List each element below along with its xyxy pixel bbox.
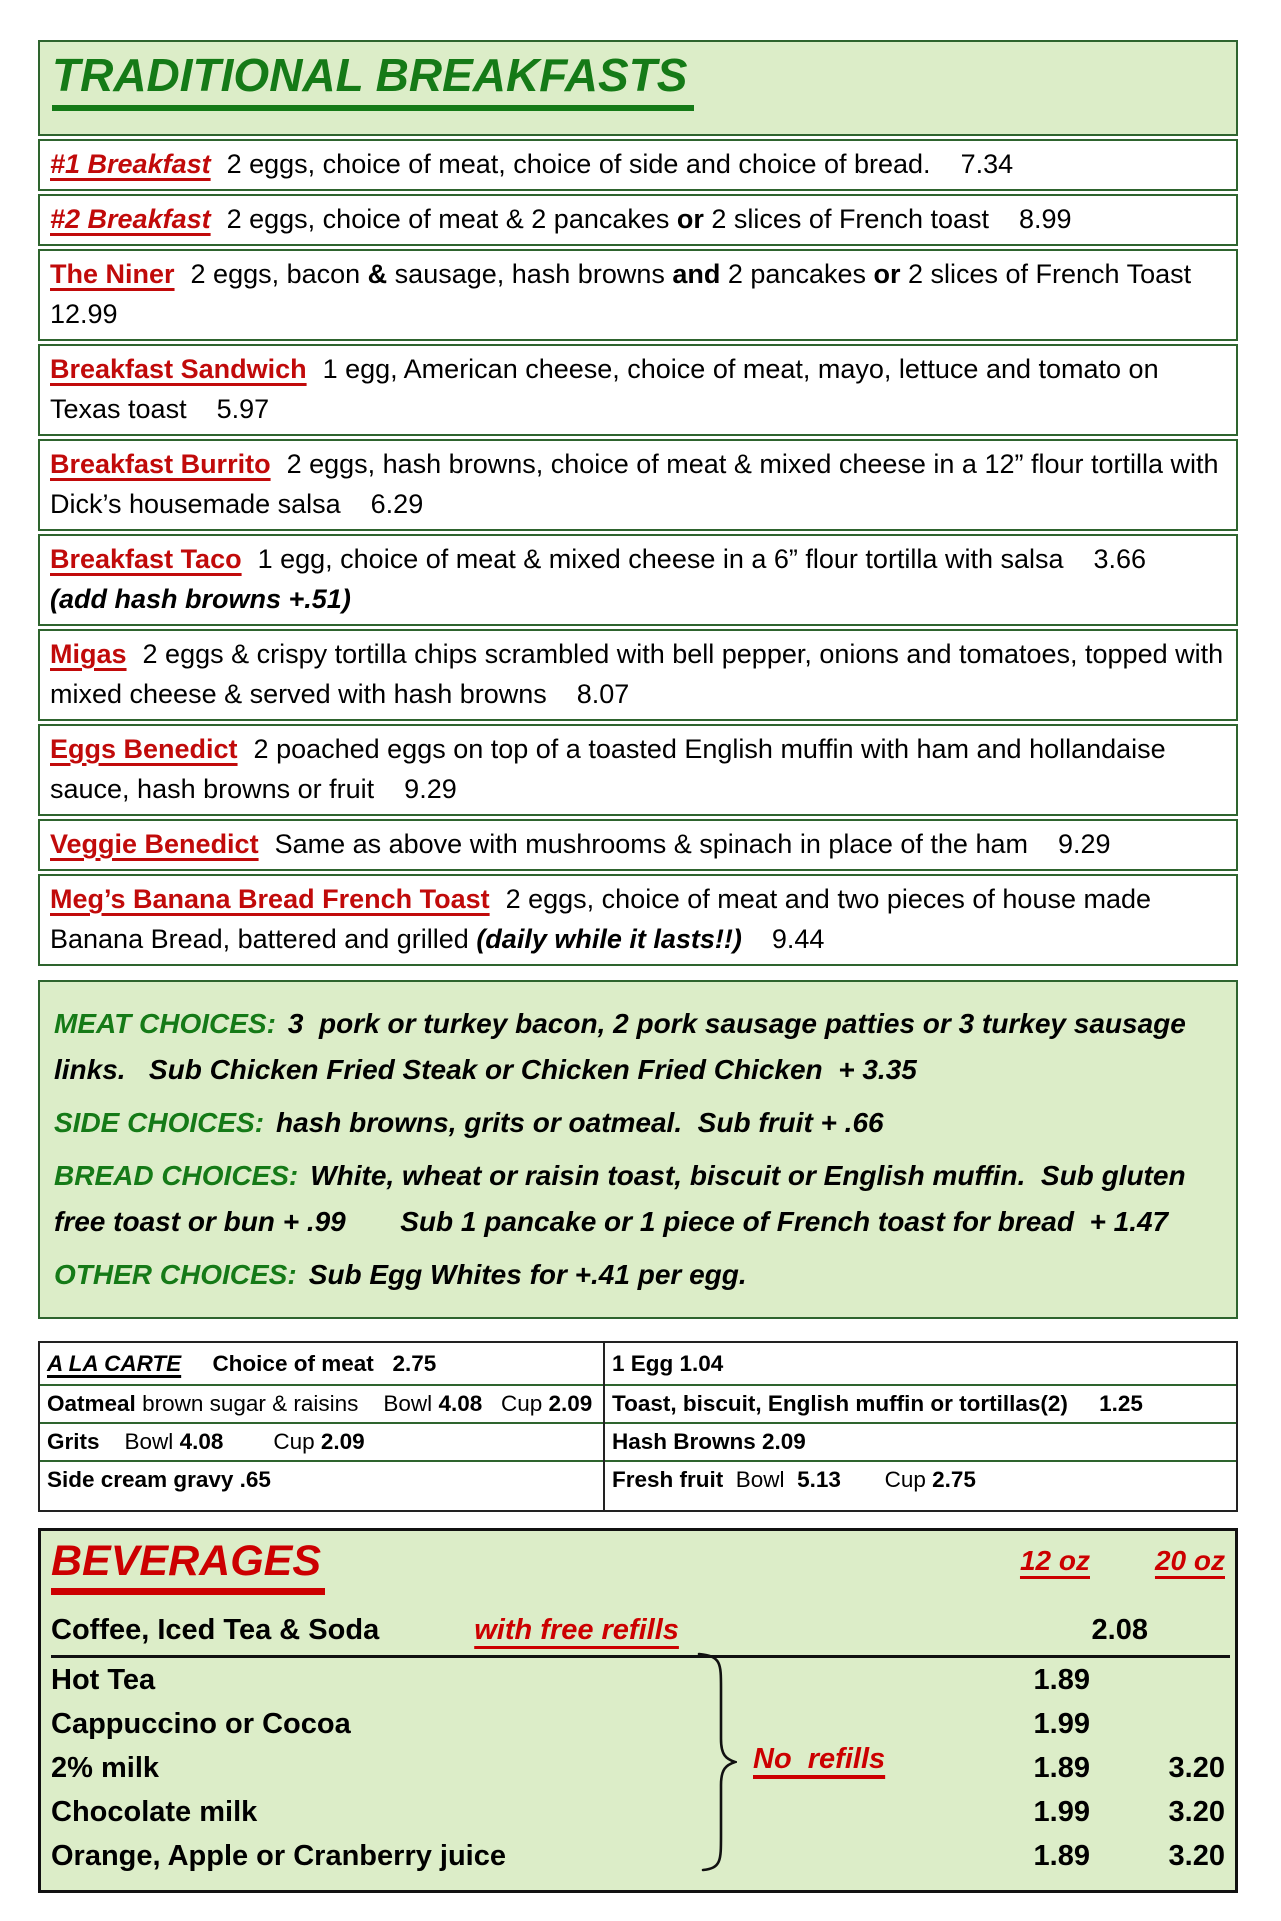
text-segment: 2 eggs, choice of meat and two pieces of house made Banana Bread, battered and grilled (50, 884, 1159, 954)
beverage-price-12oz: 1.89 (1033, 1839, 1090, 1872)
menu-item-name: Eggs Benedict (50, 734, 238, 764)
text-segment: Choice of meat 2.75 (181, 1350, 437, 1376)
text-segment: 2 slices of French Toast (900, 259, 1192, 289)
choice-text: Sub Egg Whites for +.41 per egg. (308, 1259, 747, 1290)
beverage-row (51, 1834, 1230, 1878)
beverage-name: Cappuccino or Cocoa (51, 1707, 351, 1740)
free-refills-label: with free refills (474, 1613, 679, 1646)
menu-item-description (50, 639, 1231, 709)
choice-text: 3 pork or turkey bacon, 2 pork sausage patties or 3 turkey sausage links. Sub Chicken Fried Steak or Chicken Fried Chicken + 3.35 (54, 1008, 1194, 1085)
text-segment: Cup (223, 1429, 321, 1454)
a-la-carte-row (605, 1422, 1236, 1460)
beverage-row (51, 1702, 1230, 1746)
choice-line (54, 1252, 1222, 1298)
menu-item-price: 5.97 (186, 394, 270, 424)
menu-item-row (38, 344, 1238, 436)
a-la-carte-row (605, 1384, 1236, 1422)
beverages-title-text: BEVERAGES (51, 1537, 325, 1595)
text-segment: 2 pancakes (720, 259, 874, 289)
text-segment: 2 eggs, bacon (190, 259, 368, 289)
choice-label: BREAD CHOICES: (54, 1160, 299, 1191)
menu-item-row (38, 629, 1238, 721)
beverage-name: Hot Tea (51, 1663, 156, 1696)
menu-item-name: Veggie Benedict (50, 829, 259, 859)
menu-item-price: 8.99 (989, 204, 1072, 234)
text-segment: 4.08 (438, 1391, 483, 1416)
menu-item-row (38, 439, 1238, 531)
text-segment: and (672, 259, 721, 289)
text-segment: Oatmeal (47, 1391, 136, 1416)
text-segment: 1 egg, choice of meat & mixed cheese in a 6” flour tortilla with salsa (257, 544, 1064, 574)
text-segment: 2.75 (932, 1467, 976, 1492)
column-header-12oz: 12 oz (1019, 1545, 1090, 1576)
menu-item-price: 9.29 (1027, 829, 1111, 859)
menu-item-description (258, 544, 1146, 574)
beverage-row (51, 1658, 1230, 1702)
text-segment: brown sugar & raisins Bowl (135, 1391, 439, 1416)
beverage-rows (51, 1658, 1230, 1878)
beverage-price: 2.08 (1091, 1613, 1148, 1646)
text-segment: 2 eggs, choice of meat & 2 pancakes (226, 204, 677, 234)
text-segment: Hash Browns 2.09 (612, 1429, 806, 1454)
text-segment: 2 eggs & crispy tortilla chips scrambled with bell pepper, onions and tomatoes, topped with mixed cheese & served with hash browns (50, 639, 1231, 709)
beverage-price-20oz: 3.20 (1168, 1751, 1225, 1784)
beverage-name: Coffee, Iced Tea & Soda (51, 1613, 380, 1646)
coffee-tea-soda-row (51, 1605, 1230, 1658)
menu-item-description (275, 829, 1111, 859)
menu-item-name: Meg’s Banana Bread French Toast (50, 884, 490, 914)
text-segment: 4.08 (179, 1429, 224, 1454)
beverage-price-20oz: 3.20 (1168, 1839, 1225, 1872)
menu-item-row (38, 534, 1238, 626)
beverage-price-12oz: 1.89 (1033, 1751, 1090, 1784)
breakfast-items-list (38, 139, 1238, 966)
menu-item-row (38, 874, 1238, 966)
text-segment: Toast, biscuit, English muffin or tortillas(2) 1.25 (612, 1391, 1143, 1416)
page-title (52, 48, 1224, 111)
page-title-text: TRADITIONAL BREAKFASTS (52, 48, 694, 111)
text-segment: sausage, hash browns (387, 259, 673, 289)
beverage-name: Orange, Apple or Cranberry juice (51, 1839, 506, 1872)
menu-item-description (50, 259, 1221, 329)
menu-item-price: 7.34 (930, 149, 1014, 179)
choice-line (54, 1100, 1222, 1146)
beverages-panel (38, 1528, 1238, 1893)
a-la-carte-row (40, 1422, 603, 1460)
text-segment: Fresh fruit (612, 1467, 724, 1492)
choice-label: MEAT CHOICES: (54, 1008, 276, 1039)
beverage-name: 2% milk (51, 1751, 159, 1784)
beverage-row (51, 1746, 1230, 1790)
menu-item-row (38, 724, 1238, 816)
text-segment: Bowl (723, 1467, 798, 1492)
menu-item-price: 9.29 (374, 774, 457, 804)
a-la-carte-row (605, 1460, 1236, 1510)
menu-item-name: Breakfast Burrito (50, 449, 271, 479)
text-segment: 2 poached eggs on top of a toasted English muffin with ham and hollandaise sauce, hash browns or fruit (50, 734, 1174, 804)
menu-item-description (227, 149, 1014, 179)
menu-item-name: The Niner (50, 259, 175, 289)
choice-line (54, 1001, 1222, 1093)
beverages-title (51, 1537, 990, 1595)
text-segment: 2 eggs, choice of meat, choice of side and choice of bread. (226, 149, 931, 179)
menu-item-price: 6.29 (340, 489, 424, 519)
menu-item-name: Breakfast Sandwich (50, 354, 307, 384)
a-la-carte-row (605, 1343, 1236, 1384)
no-refills-label: No refills (753, 1743, 886, 1775)
choice-label: SIDE CHOICES: (54, 1107, 265, 1138)
choice-text: hash browns, grits or oatmeal. Sub fruit + .66 (276, 1107, 884, 1138)
text-segment: Side cream gravy .65 (47, 1467, 271, 1492)
text-segment: 2.09 (548, 1391, 593, 1416)
traditional-breakfasts-header (38, 40, 1238, 136)
beverage-row (51, 1790, 1230, 1834)
text-segment: or (873, 259, 901, 289)
menu-item-name: Migas (50, 639, 127, 669)
menu-item-name: #2 Breakfast (50, 204, 211, 234)
choice-line (54, 1153, 1222, 1245)
a-la-carte-row (40, 1384, 603, 1422)
a-la-carte-left-column (40, 1343, 603, 1510)
choice-label: OTHER CHOICES: (54, 1259, 297, 1290)
menu-item-row (38, 194, 1238, 246)
a-la-carte-row (40, 1460, 603, 1510)
choice-text: White, wheat or raisin toast, biscuit or English muffin. Sub gluten free toast or bun + .99 Sub 1 pancake or 1 piece of French toast for bread + 1.47 (54, 1160, 1194, 1237)
text-segment: 5.13 (797, 1467, 841, 1492)
menu-item-name: #1 Breakfast (50, 149, 211, 179)
text-segment: & (367, 259, 388, 289)
text-segment: (daily while it lasts!!) (476, 924, 742, 954)
a-la-carte-right-column (603, 1343, 1236, 1510)
beverage-name: Chocolate milk (51, 1795, 258, 1828)
menu-item-price: 9.44 (741, 924, 825, 954)
beverage-price-20oz: 3.20 (1168, 1795, 1225, 1828)
text-segment: 2.09 (320, 1429, 365, 1454)
beverage-price-12oz: 1.99 (1033, 1707, 1090, 1740)
text-segment: Bowl (99, 1429, 180, 1454)
menu-item-price: 8.07 (546, 679, 630, 709)
menu-item-note: (add hash browns +.51) (50, 584, 351, 614)
a-la-carte-row (40, 1343, 603, 1384)
text-segment: 1 Egg 1.04 (612, 1350, 724, 1376)
menu-item-price: 3.66 (1063, 544, 1147, 574)
menu-item-row (38, 249, 1238, 341)
menu-item-row (38, 139, 1238, 191)
a-la-carte-table (38, 1341, 1238, 1512)
column-header-20oz: 20 oz (1154, 1545, 1225, 1576)
menu-item-description (227, 204, 1072, 234)
text-segment: 2 eggs, hash browns, choice of meat & mixed cheese in a 12” flour tortilla with Dick’s housemade salsa (50, 449, 1227, 519)
beverage-price-12oz: 1.99 (1033, 1795, 1090, 1828)
grouping-brace (693, 1651, 737, 1873)
text-segment: 2 slices of French toast (703, 204, 990, 234)
menu-page (38, 40, 1238, 1893)
beverage-price-12oz: 1.89 (1033, 1663, 1090, 1696)
text-segment: 1 egg, American cheese, choice of meat, mayo, lettuce and tomato on Texas toast (50, 354, 1166, 424)
text-segment: Grits (47, 1429, 100, 1454)
text-segment: or (676, 204, 704, 234)
menu-item-name: Breakfast Taco (50, 544, 242, 574)
text-segment: A LA CARTE (47, 1350, 182, 1376)
menu-item-row (38, 819, 1238, 871)
choices-panel (38, 980, 1238, 1319)
text-segment: Cup (840, 1467, 933, 1492)
beverages-header (51, 1537, 1230, 1605)
menu-item-price: 12.99 (50, 259, 1222, 329)
text-segment: Same as above with mushrooms & spinach in place of the ham (274, 829, 1028, 859)
text-segment: Cup (482, 1391, 549, 1416)
